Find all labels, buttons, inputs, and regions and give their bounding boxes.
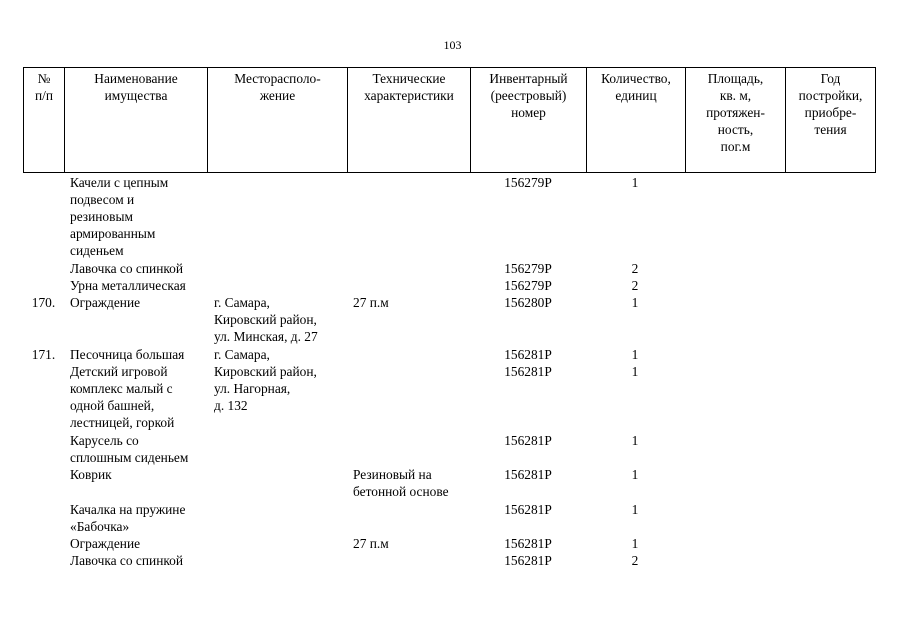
table-header — [23, 67, 876, 173]
table-body — [23, 174, 883, 569]
cell-inventory: 156279Р — [504, 175, 552, 190]
table-row — [23, 363, 883, 432]
table-row — [23, 346, 883, 363]
cell-name: Лавочка со спинкой — [70, 261, 184, 276]
table-row — [23, 552, 883, 569]
header-area: Площадь, кв. м, протяжен- ность, пог.м — [686, 68, 786, 173]
page-number: 103 — [443, 38, 462, 52]
header-technical: Технические характеристики — [348, 68, 471, 173]
header-number: № п/п — [24, 68, 65, 173]
cell-technical: 27 п.м — [353, 536, 389, 551]
cell-quantity: 2 — [631, 553, 639, 568]
cell-name: Песочница большая — [70, 347, 185, 362]
cell-location: Кировский район, ул. Нагорная, д. 132 — [214, 364, 317, 413]
cell-inventory: 156281Р — [504, 364, 552, 379]
table-row — [23, 535, 883, 552]
cell-name: Ограждение — [70, 536, 141, 551]
cell-inventory: 156281Р — [504, 433, 552, 448]
cell-name: Качели с цепным подвесом и резиновым армированным сиденьем — [70, 175, 169, 258]
cell-location: г. Самара, Кировский район, ул. Минская, д. 27 — [214, 295, 318, 344]
cell-quantity: 1 — [631, 536, 639, 551]
cell-inventory: 156281Р — [504, 502, 552, 517]
table-row — [23, 260, 883, 277]
table-row — [23, 174, 883, 260]
cell-name: Урна металлическая — [70, 278, 186, 293]
cell-quantity: 1 — [631, 175, 639, 190]
header-inventory: Инвентарный (реестровый) номер — [471, 68, 587, 173]
header-name: Наименование имущества — [65, 68, 208, 173]
cell-inventory: 156280Р — [504, 295, 552, 310]
cell-inventory: 156281Р — [504, 536, 552, 551]
cell-number: 171. — [31, 347, 56, 362]
cell-name: Ограждение — [70, 295, 141, 310]
table-row — [23, 466, 883, 501]
cell-name: Качалка на пружине «Бабочка» — [70, 502, 186, 534]
cell-name: Лавочка со спинкой — [70, 553, 184, 568]
cell-name: Детский игровой комплекс малый с одной башней, лестницей, горкой — [70, 364, 175, 430]
table-row — [23, 294, 883, 346]
cell-number: 170. — [31, 295, 56, 310]
cell-quantity: 2 — [631, 261, 639, 276]
header-location: Месторасполо- жение — [208, 68, 348, 173]
cell-quantity: 1 — [631, 433, 639, 448]
cell-quantity: 1 — [631, 467, 639, 482]
table-row — [23, 432, 883, 466]
cell-inventory: 156279Р — [504, 278, 552, 293]
cell-name: Коврик — [70, 467, 112, 482]
table-row — [23, 501, 883, 535]
header-quantity: Количество, единиц — [587, 68, 686, 173]
cell-technical: 27 п.м — [353, 295, 389, 310]
cell-quantity: 1 — [631, 295, 639, 310]
cell-quantity: 2 — [631, 278, 639, 293]
cell-name: Карусель со сплошным сиденьем — [70, 433, 189, 465]
header-year: Год постройки, приобре- тения — [786, 68, 876, 173]
cell-inventory: 156281Р — [504, 467, 552, 482]
table-row — [23, 277, 883, 294]
cell-quantity: 1 — [631, 364, 639, 379]
cell-inventory: 156281Р — [504, 553, 552, 568]
cell-location: г. Самара, — [214, 347, 270, 362]
cell-inventory: 156279Р — [504, 261, 552, 276]
cell-quantity: 1 — [631, 502, 639, 517]
cell-quantity: 1 — [631, 347, 639, 362]
cell-inventory: 156281Р — [504, 347, 552, 362]
cell-technical: Резиновый на бетонной основе — [353, 467, 449, 499]
